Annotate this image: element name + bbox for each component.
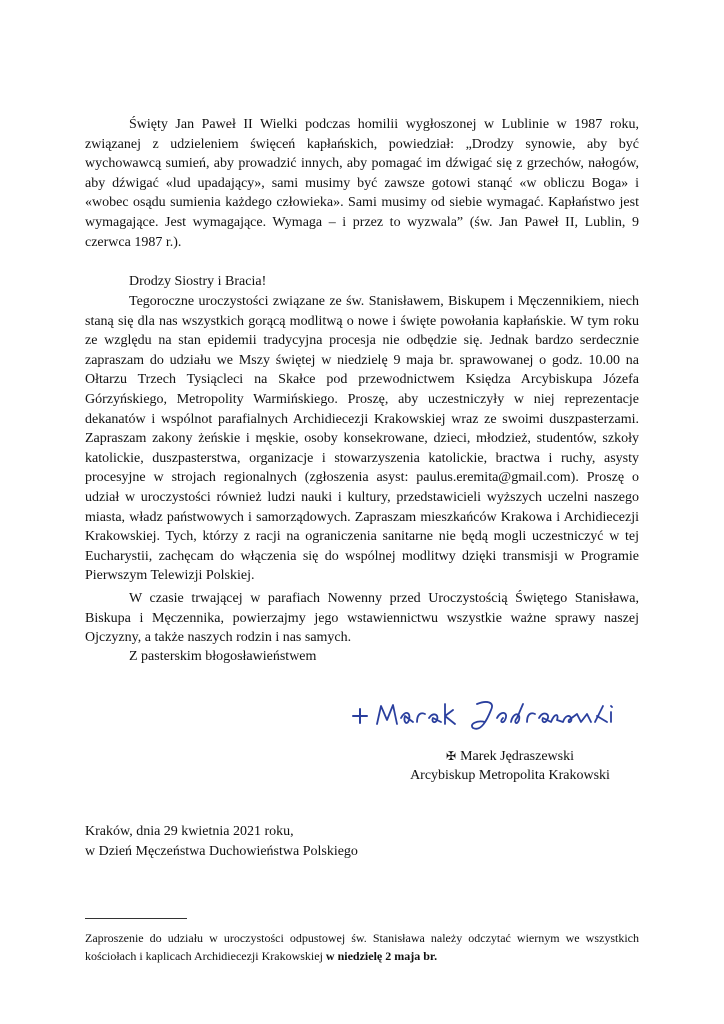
cross-icon: ✠ bbox=[446, 749, 457, 763]
place-and-date: Kraków, dnia 29 kwietnia 2021 roku, bbox=[85, 824, 294, 839]
quote-paragraph: Święty Jan Paweł II Wielki podczas homilii wygłoszonej w Lublinie w 1987 roku, związanej z udzieleniem święceń kapłańskich, powiedział: „Drodzy synowie, aby być wychowawcą sumień, aby prowadzić innych, aby pomagać im dźwigać się z grzechów, nałogów, aby dźwigać «lud upadający», sami musimy być zawsze gotowi stanąć «w obliczu Boga» i «wobec osądu sumienia każdego człowieka». Sami musimy od siebie wymagać. Kapłaństwo jest wymagające. Jest wymagające. Wymaga – i przez to wyzwala” (św. Jan Paweł II, Lublin, 9 czerwca 1987 r.). bbox=[85, 117, 639, 250]
signatory-title: Arcybiskup Metropolita Krakowski bbox=[410, 768, 610, 783]
signatory-name bbox=[380, 747, 640, 767]
handwritten-signature bbox=[345, 692, 635, 734]
greeting: Drodzy Siostry i Bracia! bbox=[129, 274, 267, 289]
signatory-name-text: Marek Jędraszewski bbox=[460, 749, 574, 764]
footnote-text: Zaproszenie do udziału w uroczystości odpustowej św. Stanisława należy odczytać wiernym we wszystkich kościołach i kaplicach Archidiecezji Krakowskiej bbox=[85, 931, 639, 963]
footnote-bold-date: w niedzielę 2 maja br. bbox=[325, 948, 438, 963]
footnote-divider bbox=[85, 918, 187, 919]
day-of-remembrance: w Dzień Męczeństwa Duchowieństwa Polskiego bbox=[85, 844, 358, 859]
main-paragraph: Tegoroczne uroczystości związane ze św. Stanisławem, Biskupem i Męczennikiem, niech staną się dla nas wszystkich gorącą modlitwą o nowe i święte powołania kapłańskie. W tym roku ze względu na stan epidemii tradycyjna procesja nie odbędzie się. Jednak bardzo serdecznie zapraszam do udziału we Mszy świętej w niedzielę 9 maja br. sprawowanej o godz. 10.00 na Ołtarzu Trzech Tysiącleci na Skałce pod przewodnictwem Księdza Arcybiskupa Józefa Górzyńskiego, Metropolity Warmińskiego. Proszę, aby uczestniczyły w niej reprezentacje dekanatów i wspólnot parafialnych Archidiecezji Krakowskiej wraz ze swoimi duszpasterzami. Zapraszam zakony żeńskie i męskie, osoby konsekrowane, dzieci, młodzież, studentów, szkoły katolickie, duszpasterstwa, organizacje i stowarzyszenia katolickie, bractwa i ruchy, asysty procesyjne w strojach regionalnych (zgłoszenia asyst: paulus.eremita@gmail.com). Proszę o udział w uroczystości również ludzi nauki i kultury, przedstawicieli wyższych uczelni naszego miasta, władz państwowych i samorządowych. Zapraszam mieszkańców Krakowa i Archidiecezji Krakowskiej. Tych, którzy z racji na ograniczenia sanitarne nie będą mogli uczestniczyć w tej Eucharystii, zachęcam do włączenia się do wspólnej modlitwy dzięki transmisji w Programie Pierwszym Telewizji Polskiej. bbox=[85, 294, 639, 584]
novena-paragraph: W czasie trwającej w parafiach Nowenny przed Uroczystością Świętego Stanisława, Biskupa i Męczennika, powierzajmy jego wstawiennictwu wszystkie ważne sprawy naszej Ojczyzny, a także naszych rodzin i nas samych. bbox=[85, 591, 639, 646]
footnote bbox=[85, 930, 639, 965]
closing-salutation: Z pasterskim błogosławieństwem bbox=[129, 649, 317, 664]
